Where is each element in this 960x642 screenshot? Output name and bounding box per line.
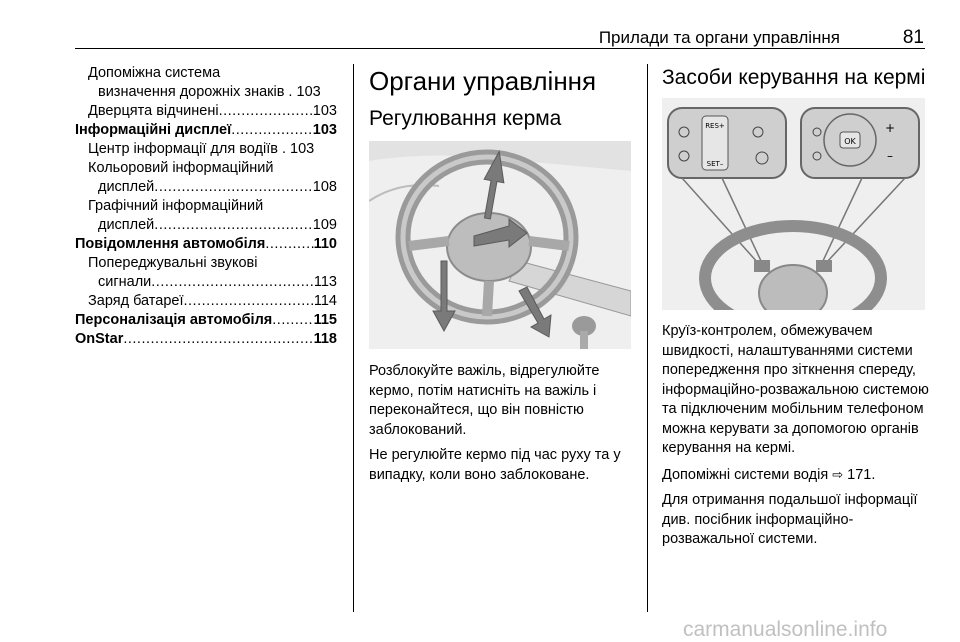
toc-leader-dots xyxy=(219,102,313,121)
res-label: RES+ xyxy=(705,122,725,130)
ok-label: OK xyxy=(844,137,856,146)
controls-text xyxy=(662,322,930,556)
toc-entry-page: 103 xyxy=(312,122,337,138)
cross-reference-text: Допоміжні системи водія xyxy=(662,466,829,483)
toc-leader-dots xyxy=(231,121,313,140)
toc-entry-page: 114 xyxy=(313,293,337,309)
toc-entry-page: 118 xyxy=(313,331,337,347)
toc-entry xyxy=(75,178,337,197)
toc-entry-title: Заряд батареї xyxy=(88,293,184,309)
toc-entry: Центр інформації для водіїв . 103 xyxy=(88,141,315,157)
toc-leader-dots xyxy=(265,235,313,254)
toc-entry-title: Персоналізація автомобіля xyxy=(75,312,273,328)
toc-entry-page: 103 xyxy=(296,84,321,100)
toc-entry-title: дисплей xyxy=(98,179,155,195)
toc-leader-dots xyxy=(154,216,313,235)
toc-entry-title: Допоміжна система xyxy=(88,65,221,81)
toc-entry-title: Центр інформації для водіїв xyxy=(88,141,278,157)
reference-arrow-icon: ⇨ xyxy=(832,466,844,482)
header-rule xyxy=(75,48,925,49)
cross-reference xyxy=(662,465,930,486)
toc-entry-page: 103 xyxy=(290,141,315,157)
svg-text:+: + xyxy=(884,121,896,135)
column-divider-left xyxy=(353,64,354,612)
column-divider-right xyxy=(647,64,648,612)
cross-reference-page: 171. xyxy=(847,466,876,483)
paragraph: Круїз-контролем, обмежувачем швидкості, налаштуваннями системи попередження про зіткнення спереду, інформаційно-розважальною системою та підключеним мобільним телефоном можна керувати за допомогою органів керування на кермі. xyxy=(662,323,929,456)
steering-controls-drawing xyxy=(662,98,925,310)
set-label: SET– xyxy=(706,160,724,168)
toc-entry xyxy=(75,64,337,83)
toc-entry xyxy=(75,159,337,178)
toc-entry: визначення дорожніх знаків . 103 xyxy=(98,84,321,100)
steering-adjust-illustration xyxy=(369,141,631,349)
controls-title: Засоби керування на кермі xyxy=(662,66,926,89)
toc-entry-title: Графічний інформаційний xyxy=(88,198,264,214)
toc-entry-title: сигнали xyxy=(98,274,152,290)
toc-leader-dots xyxy=(183,292,313,311)
toc-leader-dots xyxy=(123,330,313,349)
toc-entry-title: визначення дорожніх знаків xyxy=(98,84,285,100)
toc-entry-page: 115 xyxy=(313,312,337,328)
toc-entry xyxy=(75,254,337,273)
toc-entry-title: Дверцята відчинені xyxy=(88,103,219,119)
section-subtitle: Регулювання керма xyxy=(369,107,562,130)
section-text xyxy=(369,362,637,491)
toc-entry-page: 110 xyxy=(313,236,337,252)
steering-controls-illustration xyxy=(662,98,925,310)
toc-entry-page: 113 xyxy=(313,274,337,290)
toc-entry xyxy=(75,273,337,292)
toc-entry-title: Інформаційні дисплеї xyxy=(75,122,232,138)
toc-entry xyxy=(75,102,337,121)
toc-entry xyxy=(75,311,337,330)
toc-entry xyxy=(75,330,337,349)
toc-entry-page: 109 xyxy=(312,217,337,233)
toc-leader-dots xyxy=(154,178,313,197)
toc-leader-dots xyxy=(272,311,313,330)
paragraph: Розблокуйте важіль, відрегулюйте кермо, потім натисніть на важіль і переконайтеся, що він повністю заблокований. xyxy=(369,363,600,438)
paragraph: Не регулюйте кермо під час руху та у випадку, коли воно заблоковане. xyxy=(369,447,621,483)
toc-leader-dots xyxy=(151,273,314,292)
toc-entry xyxy=(75,292,337,311)
steering-wheel-drawing xyxy=(369,141,631,349)
svg-text:–: – xyxy=(887,149,893,163)
toc-entry xyxy=(75,216,337,235)
toc-entry-page: 103 xyxy=(312,103,337,119)
toc-entry xyxy=(75,235,337,254)
toc-entry xyxy=(75,121,337,140)
header-title: Прилади та органи управління xyxy=(598,28,840,47)
page-number: 81 xyxy=(902,27,924,48)
toc-entry-title: Попереджувальні звукові xyxy=(88,255,258,271)
toc-entry-title: Кольоровий інформаційний xyxy=(88,160,274,176)
section-title: Органи управління xyxy=(369,66,597,96)
watermark: carmanualsonline.info xyxy=(683,618,888,641)
toc-entry xyxy=(75,197,337,216)
toc-entry-title: дисплей xyxy=(98,217,155,233)
toc-entry-title: Повідомлення автомобіля xyxy=(75,236,266,252)
paragraph: Для отримання подальшої інформації див. посібник інформаційно-розважальної системи. xyxy=(662,492,918,547)
toc-entry-title: OnStar xyxy=(75,331,124,347)
toc-entry-page: 108 xyxy=(312,179,337,195)
table-of-contents xyxy=(75,64,337,349)
